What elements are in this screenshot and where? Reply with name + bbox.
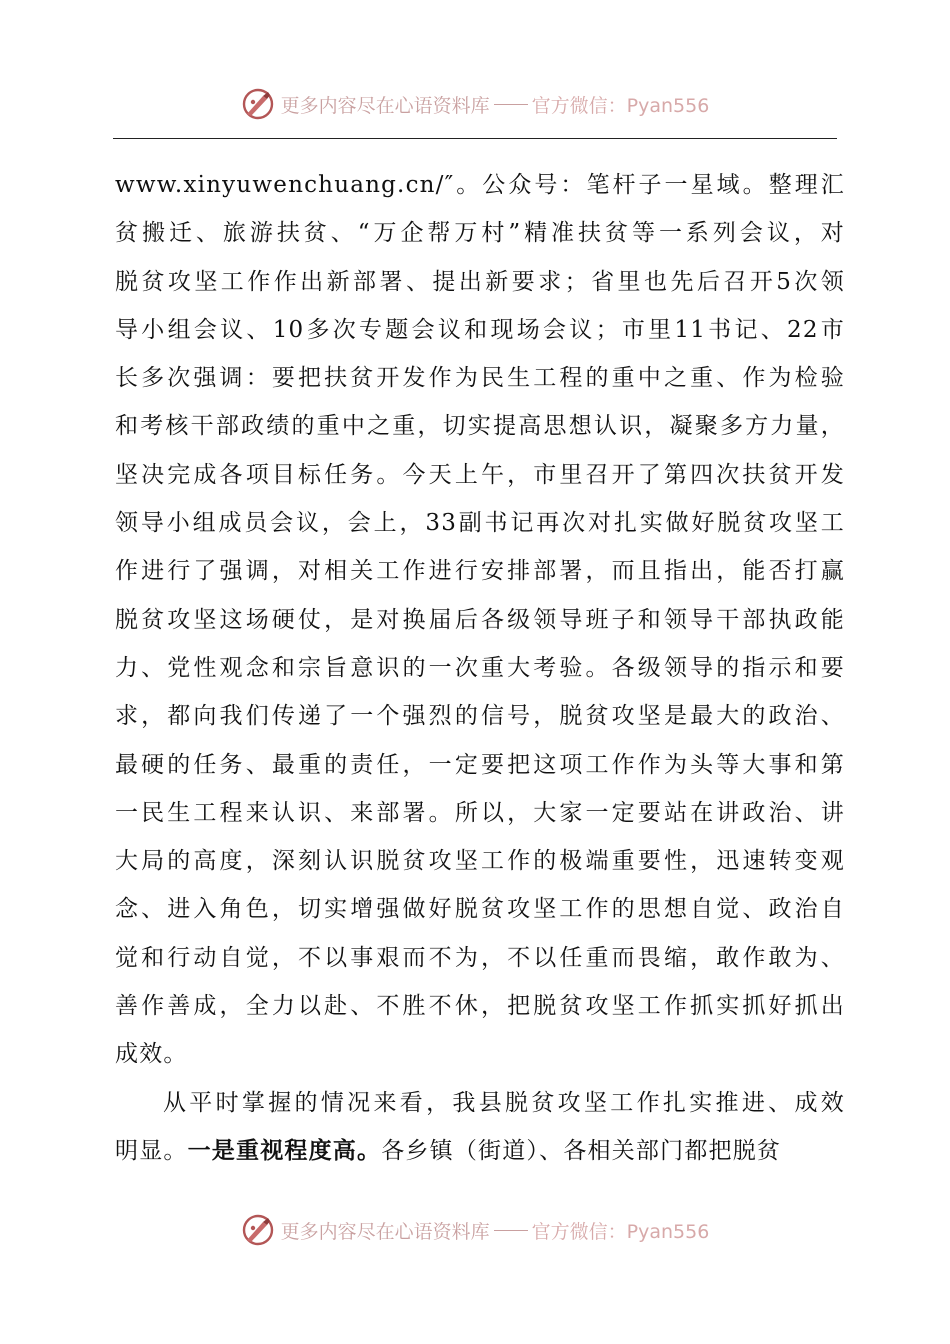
text-line: 力、党性观念和宗旨意识的一次重大考验。各级领导的指示和要 <box>115 654 845 681</box>
text-line: 大局的高度，深刻认识脱贫攻坚工作的极端重要性，迅速转变观 <box>115 848 845 875</box>
text-line: 导小组会议、10多次专题会议和现场会议；市里11书记、22市 <box>115 316 845 343</box>
text-line: 领导小组成员会议，会上，33副书记再次对扎实做好脱贫攻坚工 <box>115 510 845 537</box>
header-banner <box>0 84 950 124</box>
para2-bold-heading: 一是重视程度高。 <box>187 1136 382 1164</box>
footer-banner <box>0 1210 950 1250</box>
text-line: 长多次强调：要把扶贫开发作为民生工程的重中之重、作为检验 <box>115 365 845 392</box>
header-rule <box>113 138 837 139</box>
text-line: 成效。 <box>115 1041 188 1068</box>
text-line: 脱贫攻坚这场硬仗，是对换届后各级领导班子和领导干部执政能 <box>115 606 845 633</box>
text-line: 和考核干部政绩的重中之重，切实提高思想认识，凝聚多方力量， <box>115 413 845 440</box>
body-text <box>115 161 845 1175</box>
header-separator <box>494 104 528 105</box>
text-line: 作进行了强调，对相关工作进行安排部署，而且指出，能否打赢 <box>115 558 845 585</box>
text-line: www.xinyuwenchuang.cn/″。公众号：笔杆子一星域。整理汇 <box>115 172 845 198</box>
footer-wechat: 官方微信：Pyan556 <box>531 1220 710 1243</box>
text-line: 贫搬迁、旅游扶贫、“万企帮万村”精准扶贫等一系列会议，对 <box>115 220 845 247</box>
text-line: 一民生工程来认识、来部署。所以，大家一定要站在讲政治、讲 <box>115 799 845 826</box>
pen-logo-icon <box>241 87 275 121</box>
text-line: 觉和行动自觉，不以事艰而不为，不以任重而畏缩，敢作敢为、 <box>115 944 845 971</box>
header-wechat: 官方微信：Pyan556 <box>531 94 710 117</box>
footer-separator <box>494 1230 528 1231</box>
text-line: 坚决完成各项目标任务。今天上午，市里召开了第四次扶贫开发 <box>115 461 845 488</box>
text-line: 念、进入角色，切实增强做好脱贫攻坚工作的思想自觉、政治自 <box>115 896 845 923</box>
paragraph-2-line-1: 从平时掌握的情况来看，我县脱贫攻坚工作扎实推进、成效 <box>163 1089 845 1116</box>
paragraph-2-line-2 <box>115 1127 845 1175</box>
footer-slogan: 更多内容尽在心语资料库 <box>280 1220 490 1243</box>
para2-pre-text: 明显。 <box>115 1137 188 1164</box>
pen-logo-icon <box>241 1213 275 1247</box>
text-line: 善作善成，全力以赴、不胜不休，把脱贫攻坚工作抓实抓好抓出 <box>115 993 845 1020</box>
text-line: 求，都向我们传递了一个强烈的信号，脱贫攻坚是最大的政治、 <box>115 703 845 730</box>
para2-post-text: 各乡镇（街道）、各相关部门都把脱贫 <box>381 1137 782 1164</box>
text-line: 脱贫攻坚工作作出新部署、提出新要求；省里也先后召开5次领 <box>115 268 845 295</box>
text-line: 最硬的任务、最重的责任，一定要把这项工作作为头等大事和第 <box>115 751 845 778</box>
header-slogan: 更多内容尽在心语资料库 <box>280 94 490 117</box>
